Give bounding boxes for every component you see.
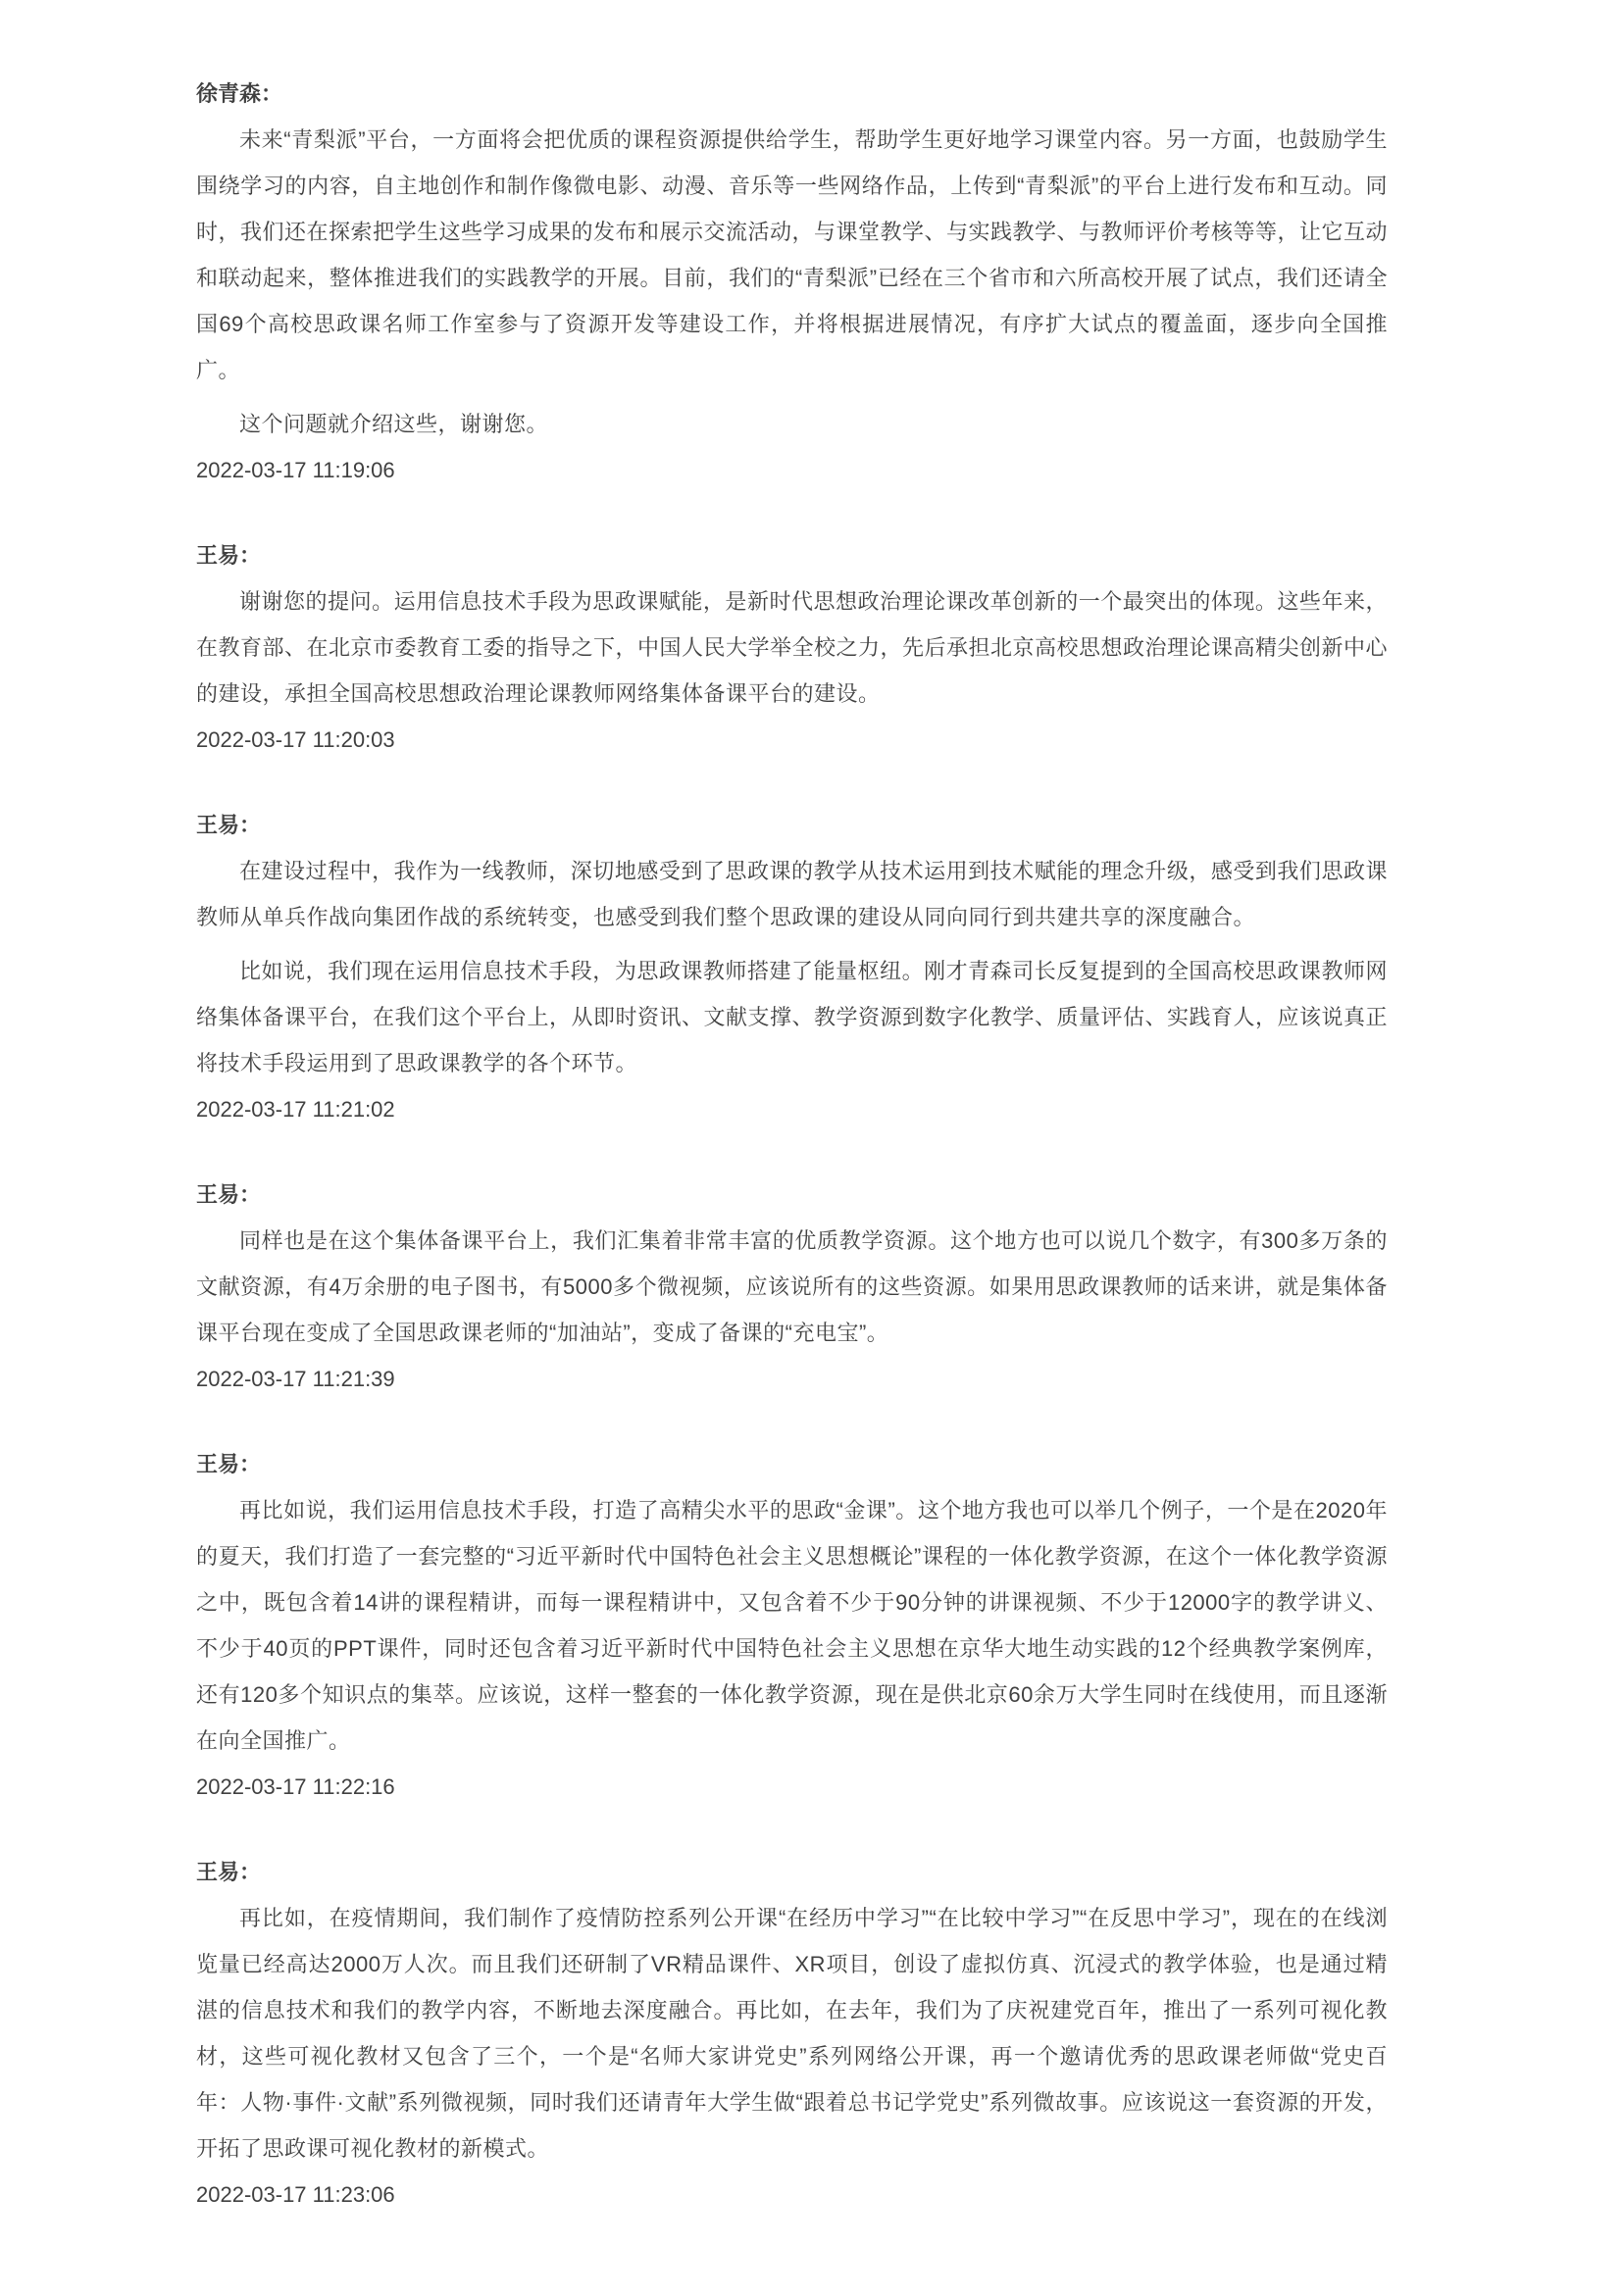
paragraph: 比如说，我们现在运用信息技术手段，为思政课教师搭建了能量枢纽。刚才青森司长反复提到的全国高校思政课教师网络集体备课平台，在我们这个平台上，从即时资讯、文献支撑、教学资源到数字化教学、质量评估、实践育人，应该说真正将技术手段运用到了思政课教学的各个环节。 — [196, 959, 1389, 1075]
speaker-name: 王易： — [196, 813, 262, 837]
speech-block — [196, 802, 1388, 1132]
paragraph: 在建设过程中，我作为一线教师，深切地感受到了思政课的教学从技术运用到技术赋能的理念升级，感受到我们思政课教师从单兵作战向集团作战的系统转变，也感受到我们整个思政课的建设从同向同行到共建共享的深度融合。 — [196, 859, 1388, 929]
paragraph: 再比如说，我们运用信息技术手段，打造了高精尖水平的思政“金课”。这个地方我也可以举几个例子，一个是在2020年的夏天，我们打造了一套完整的“习近平新时代中国特色社会主义思想概论”课程的一体化教学资源，在这个一体化教学资源之中，既包含着14讲的课程精讲，而每一课程精讲中，又包含着不少于90分钟的讲课视频、不少于12000字的教学讲义、不少于40页的PPT课件，同时还包含着习近平新时代中国特色社会主义思想在京华大地生动实践的12个经典教学案例库，还有120多个知识点的集萃。应该说，这样一整套的一体化教学资源，现在是供北京60余万大学生同时在线使用，而且逐渐在向全国推广。 — [196, 1498, 1388, 1753]
speech-block — [196, 71, 1388, 493]
speaker-name: 王易： — [196, 1452, 262, 1476]
speaker-name: 王易： — [196, 1182, 262, 1207]
paragraph: 这个问题就介绍这些，谢谢您。 — [239, 412, 549, 436]
timestamp: 2022-03-17 11:20:03 — [196, 727, 395, 752]
timestamp: 2022-03-17 11:22:16 — [196, 1774, 395, 1799]
timestamp: 2022-03-17 11:23:06 — [196, 2182, 395, 2207]
speaker-name: 王易： — [196, 543, 262, 568]
paragraph: 未来“青梨派”平台，一方面将会把优质的课程资源提供给学生，帮助学生更好地学习课堂内容。另一方面，也鼓励学生围绕学习的内容，自主地创作和制作像微电影、动漫、音乐等一些网络作品，上传到“青梨派”的平台上进行发布和互动。同时，我们还在探索把学生这些学习成果的发布和展示交流活动，与课堂教学、与实践教学、与教师评价考核等等，让它互动和联动起来，整体推进我们的实践教学的开展。目前，我们的“青梨派”已经在三个省市和六所高校开展了试点，我们还请全国69个高校思政课名师工作室参与了资源开发等建设工作，并将根据进展情况，有序扩大试点的覆盖面，逐步向全国推广。 — [196, 127, 1389, 382]
paragraph: 同样也是在这个集体备课平台上，我们汇集着非常丰富的优质教学资源。这个地方也可以说几个数字，有300多万条的文献资源，有4万余册的电子图书，有5000多个微视频，应该说所有的这些资源。如果用思政课教师的话来讲，就是集体备课平台现在变成了全国思政课老师的“加油站”，变成了备课的“充电宝”。 — [196, 1228, 1388, 1345]
speech-block — [196, 1849, 1388, 2218]
speaker-name: 王易： — [196, 1860, 262, 1884]
timestamp: 2022-03-17 11:19:06 — [196, 458, 395, 482]
paragraph: 再比如，在疫情期间，我们制作了疫情防控系列公开课“在经历中学习”“在比较中学习”“在反思中学习”，现在的在线浏览量已经高达2000万人次。而且我们还研制了VR精品课件、XR项目，创设了虚拟仿真、沉浸式的教学体验，也是通过精湛的信息技术和我们的教学内容，不断地去深度融合。再比如，在去年，我们为了庆祝建党百年，推出了一系列可视化教材，这些可视化教材又包含了三个，一个是“名师大家讲党史”系列网络公开课，再一个邀请优秀的思政课老师做“党史百年：人物·事件·文献”系列微视频，同时我们还请青年大学生做“跟着总书记学党史”系列微故事。应该说这一套资源的开发，开拓了思政课可视化教材的新模式。 — [196, 1906, 1388, 2161]
speech-block — [196, 1441, 1388, 1810]
paragraph: 谢谢您的提问。运用信息技术手段为思政课赋能，是新时代思想政治理论课改革创新的一个最突出的体现。这些年来，在教育部、在北京市委教育工委的指导之下，中国人民大学举全校之力，先后承担北京高校思想政治理论课高精尖创新中心的建设，承担全国高校思想政治理论课教师网络集体备课平台的建设。 — [196, 589, 1389, 706]
speech-block — [196, 1172, 1388, 1402]
speech-block — [196, 532, 1388, 763]
timestamp: 2022-03-17 11:21:39 — [196, 1367, 395, 1391]
timestamp: 2022-03-17 11:21:02 — [196, 1097, 395, 1122]
speaker-name: 徐青森： — [196, 81, 283, 106]
